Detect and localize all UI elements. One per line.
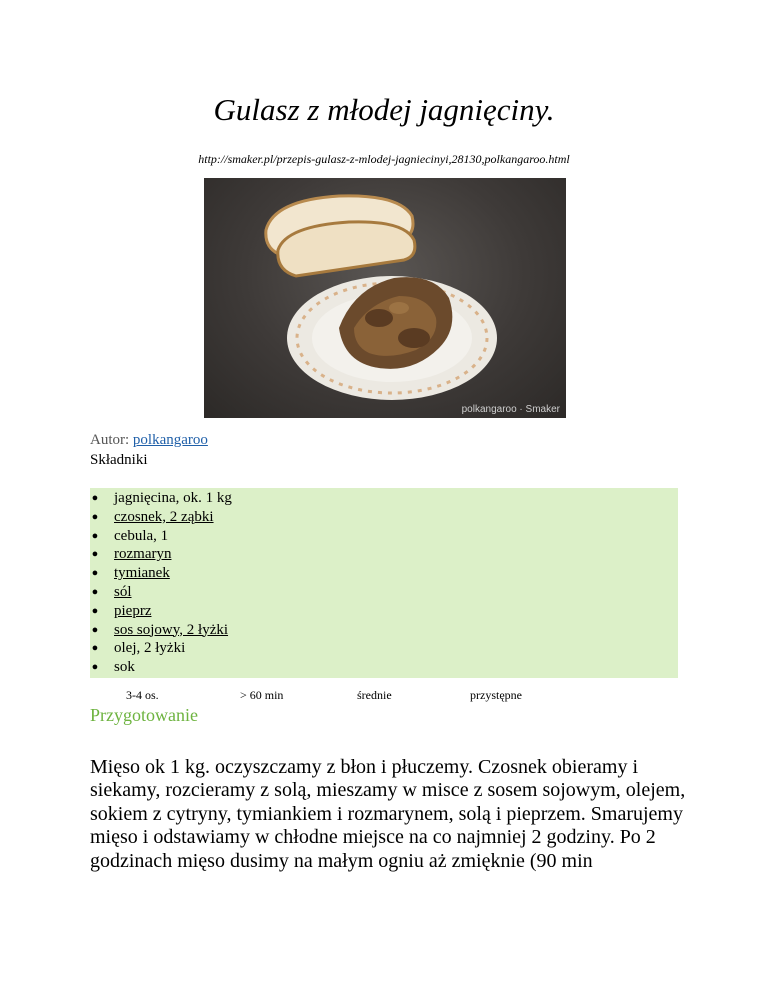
ingredient-item — [90, 658, 678, 677]
bullet-icon: ● — [91, 642, 99, 655]
ingredient-label: sok — [114, 659, 135, 676]
bullet-icon: ● — [91, 548, 99, 561]
bullet-icon: ● — [91, 492, 99, 504]
cost: przystępne — [470, 688, 522, 702]
ingredient-item[interactable] — [90, 508, 678, 527]
photo-watermark: polkangaroo · Smaker — [461, 404, 560, 415]
ingredients-heading: Składniki — [90, 452, 148, 468]
bullet-icon: ● — [91, 585, 99, 598]
author-line — [90, 432, 208, 449]
preparation-heading: Przygotowanie — [90, 705, 198, 725]
ingredient-item[interactable] — [90, 583, 678, 602]
ingredient-link[interactable]: pieprz — [114, 602, 152, 619]
ingredient-item — [90, 639, 678, 658]
bullet-icon: ● — [91, 567, 99, 580]
ingredient-label: olej, 2 łyżki — [114, 640, 186, 657]
bullet-icon: ● — [91, 661, 99, 674]
ingredient-item[interactable] — [90, 545, 678, 564]
bullet-icon: ● — [91, 510, 99, 523]
ingredient-link[interactable]: czosnek, 2 ząbki — [114, 508, 214, 525]
ingredient-link[interactable]: rozmaryn — [114, 546, 172, 563]
author-label: Autor: — [90, 432, 130, 448]
bullet-icon: ● — [91, 529, 99, 542]
cooking-time: > 60 min — [240, 688, 284, 702]
source-url[interactable]: http://smaker.pl/przepis-gulasz-z-mlodej-jagniecinyi,28130,polkangaroo.html — [198, 152, 570, 166]
ingredient-link[interactable]: sól — [114, 583, 132, 600]
ingredient-link[interactable]: tymianek — [114, 565, 170, 582]
ingredient-item[interactable] — [90, 621, 678, 640]
bullet-icon: ● — [91, 604, 99, 617]
ingredients-box — [90, 488, 678, 678]
author-link[interactable]: polkangaroo — [132, 432, 208, 448]
recipe-photo — [204, 178, 566, 418]
preparation-text: Mięso ok 1 kg. oczyszczamy z błon i płuczemy. Czosnek obieramy i siekamy, rozcieramy z solą, mieszamy w misce z sosem sojowym, olejem, sokiem z cytryny, tymiankiem i rozmarynem, solą i pieprzem. Smarujemy mięso i odstawiamy w chłodne miejsce na co najmniej 2 godziny. Po 2 godzinach mięso dusimy na małym ogniu aż zmięknie (90 min — [90, 756, 686, 872]
ingredient-label: cebula, 1 — [114, 527, 169, 544]
servings: 3-4 os. — [126, 688, 159, 702]
recipe-title: Gulasz z młodej jagnięciny. — [213, 92, 555, 127]
goulash-plate-illustration — [204, 178, 566, 418]
ingredient-item[interactable] — [90, 602, 678, 621]
ingredient-item[interactable] — [90, 564, 678, 583]
ingredient-item — [90, 489, 678, 508]
difficulty: średnie — [357, 688, 392, 702]
ingredient-link[interactable]: sos sojowy, 2 łyżki — [114, 621, 229, 638]
ingredients-list — [90, 489, 678, 677]
bullet-icon: ● — [91, 623, 99, 636]
ingredient-item — [90, 527, 678, 546]
ingredient-label: jagnięcina, ok. 1 kg — [114, 490, 232, 506]
